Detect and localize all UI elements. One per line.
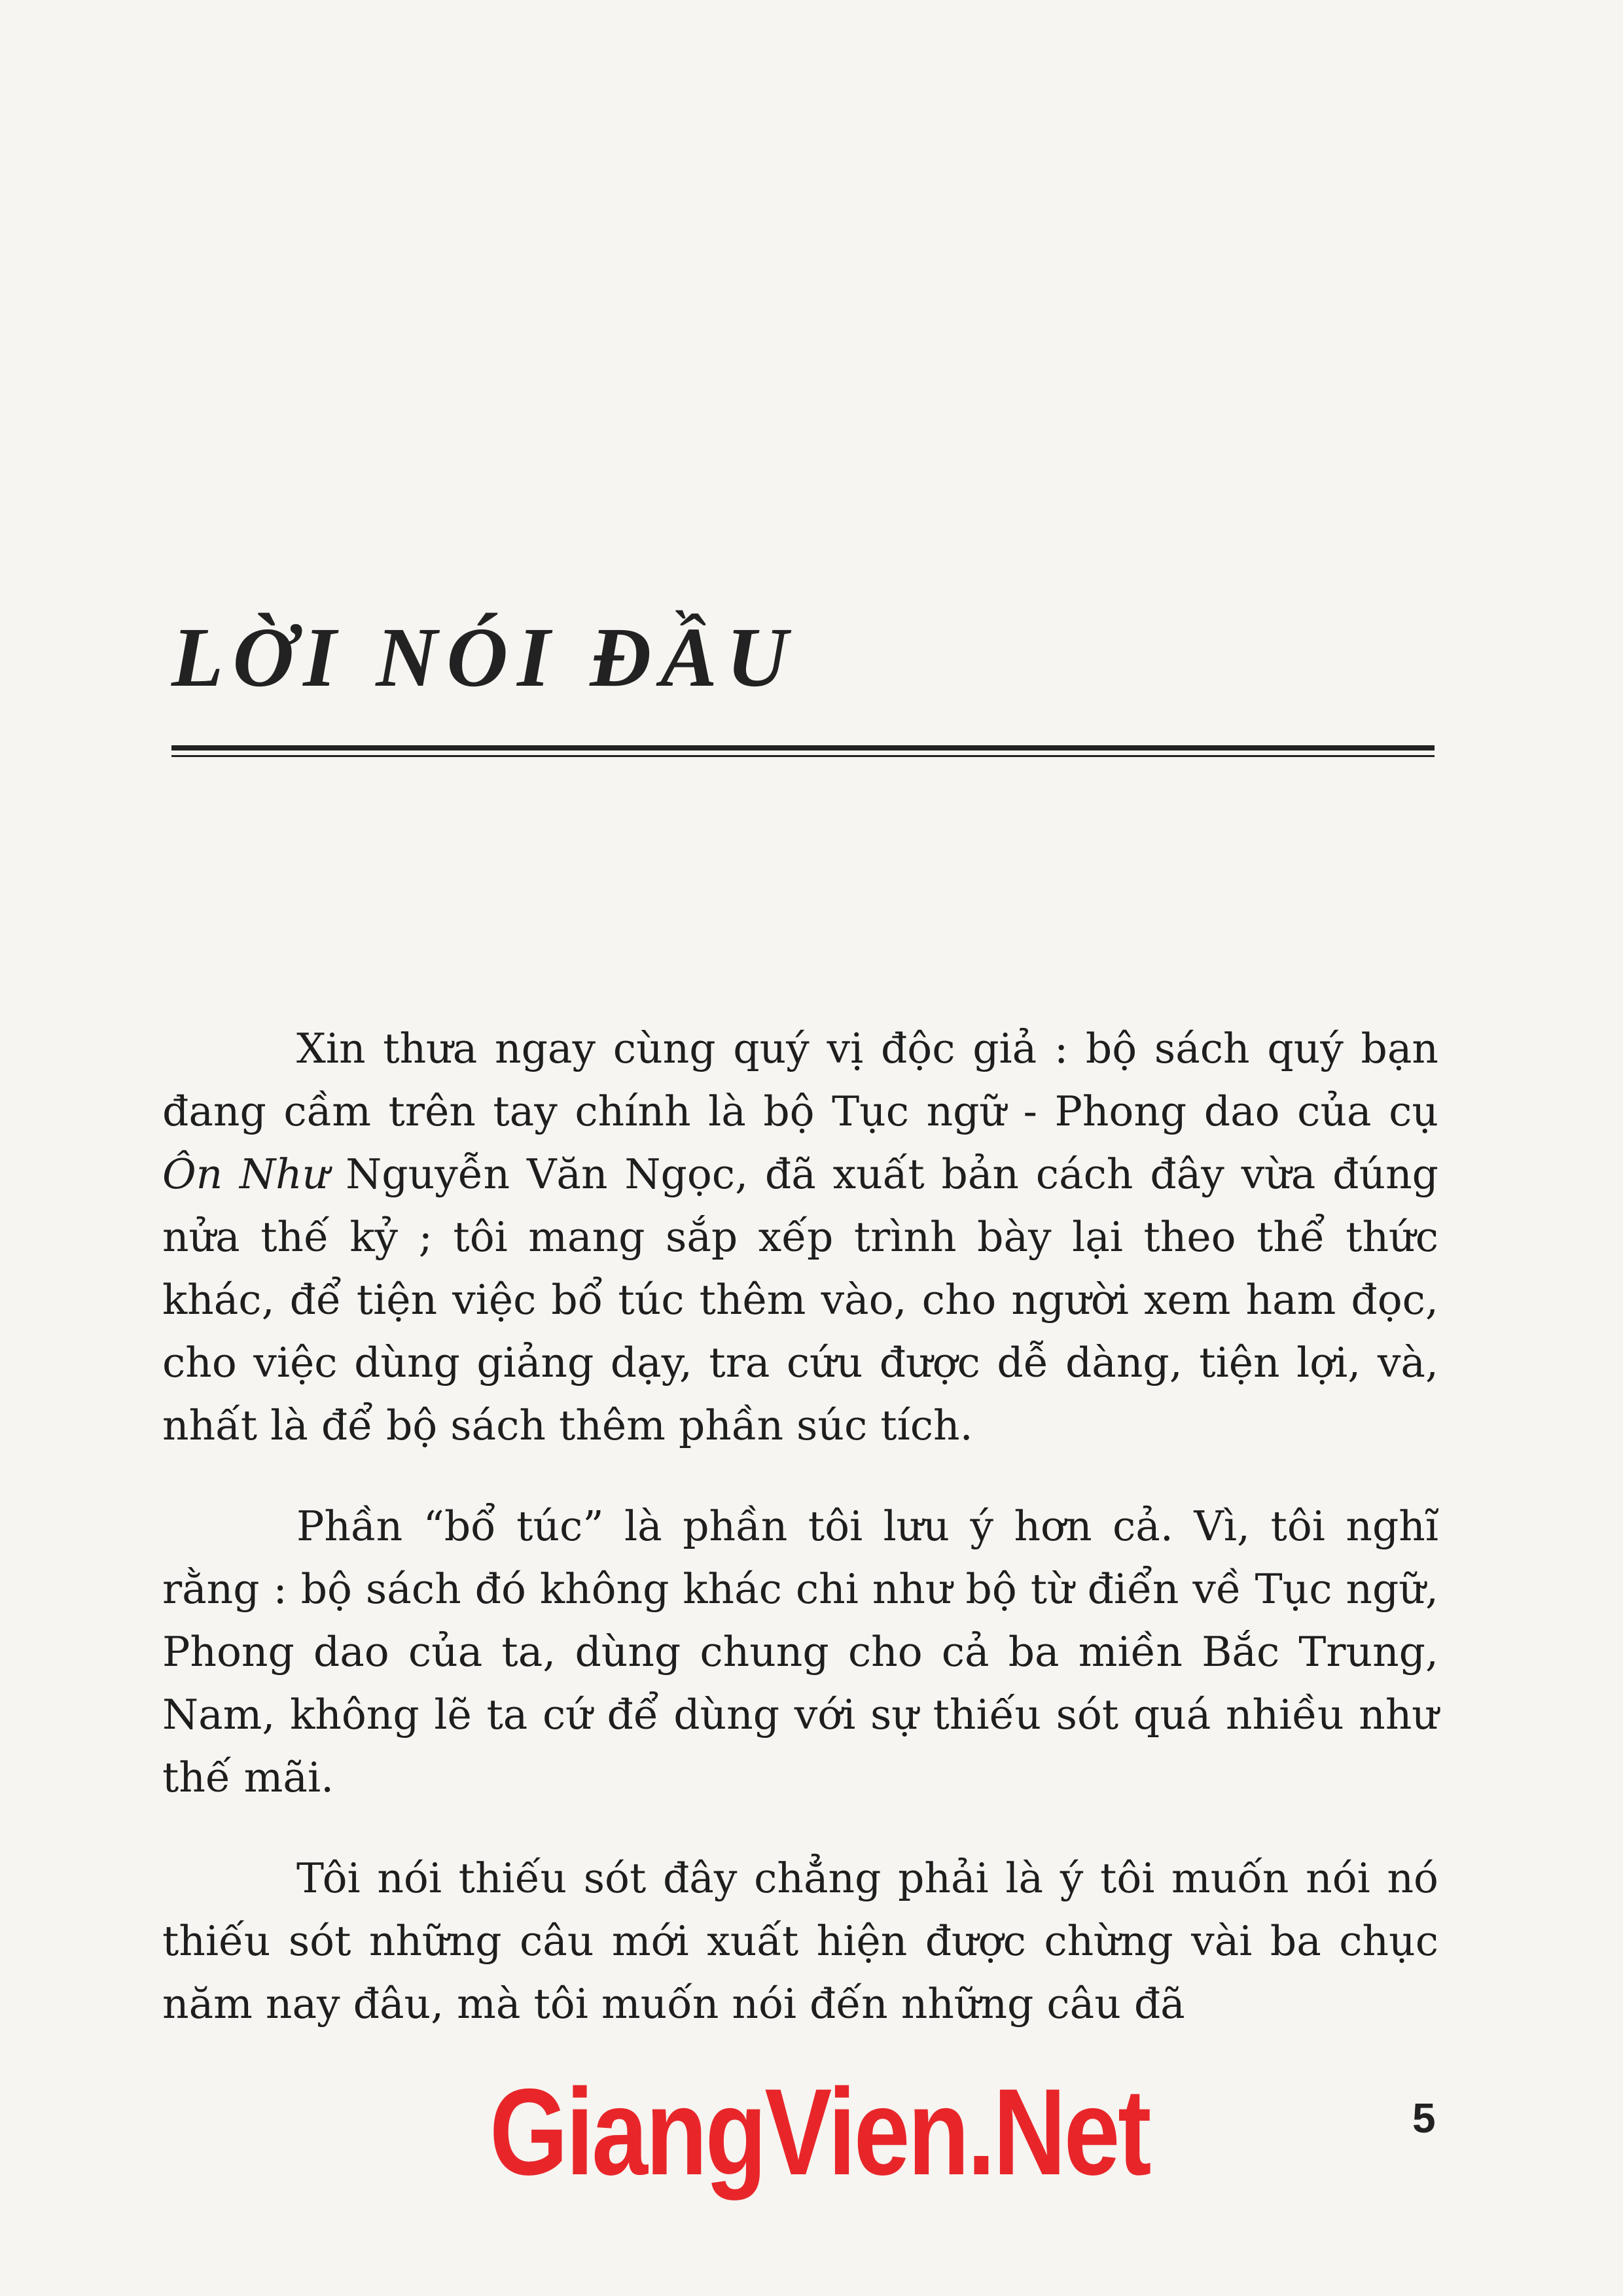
heading-rule-thick: [171, 745, 1435, 751]
site-watermark: GiangVien.Net: [490, 2063, 1150, 2200]
author-alias: Ôn Như: [162, 1150, 329, 1198]
page-number: 5: [1412, 2094, 1436, 2142]
paragraph-1-text-b: Nguyễn Văn Ngọc, đã xuất bản cách đây vừa đúng nửa thế kỷ ; tôi mang sắp xếp trình bày lại theo thể thức khác, để tiện việc bổ túc thêm vào, cho người xem ham đọc, cho việc dùng giảng dạy, tra cứu được dễ dàng, tiện lợi, và, nhất là để bộ sách thêm phần súc tích.: [162, 1150, 1438, 1449]
page-heading: LỜI NÓI ĐẦU: [171, 610, 797, 705]
paragraph-2: Phần “bổ túc” là phần tôi lưu ý hơn cả. Vì, tôi nghĩ rằng : bộ sách đó không khác chi như bộ từ điển về Tục ngữ, Phong dao của ta, dùng chung cho cả ba miền Bắc Trung, Nam, không lẽ ta cứ để dùng với sự thiếu sót quá nhiều như thế mãi.: [162, 1502, 1438, 1801]
body-text: [162, 1017, 1438, 2074]
paragraph-3: Tôi nói thiếu sót đây chẳng phải là ý tôi muốn nói nó thiếu sót những câu mới xuất hiện được chừng vài ba chục năm nay đâu, mà tôi muốn nói đến những câu đã: [162, 1854, 1438, 2028]
heading-rule-thin: [171, 755, 1435, 757]
paragraph-1-text-a: Xin thưa ngay cùng quý vị độc giả : bộ sách quý bạn đang cầm trên tay chính là bộ Tục ngữ - Phong dao của cụ: [162, 1025, 1438, 1135]
paragraph-1: [162, 1017, 1438, 1457]
